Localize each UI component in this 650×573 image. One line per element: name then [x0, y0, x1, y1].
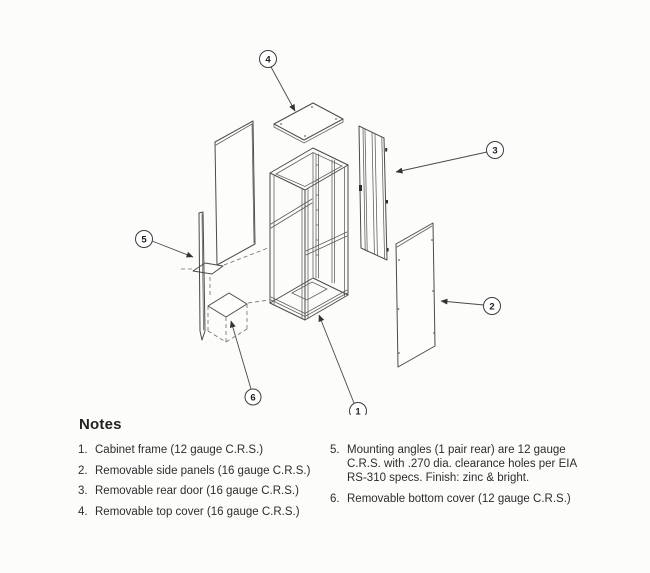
note-item-1: [78, 443, 330, 457]
note-number: 5.: [330, 444, 340, 456]
callout-4: [260, 51, 296, 112]
side-panel-left: [215, 121, 255, 265]
notes-heading: Notes: [79, 416, 122, 433]
note-text: Removable rear door (16 gauge C.R.S.): [95, 485, 299, 497]
bottom-cover: [208, 293, 269, 342]
note-number: 2.: [78, 464, 88, 477]
cabinet-frame: [270, 148, 348, 320]
callout-1: [319, 315, 367, 415]
callout-6: [231, 321, 261, 405]
balloon-1-number: 1: [355, 406, 361, 415]
note-item-4: [78, 505, 330, 519]
note-text: Removable side panels (16 gauge C.R.S.): [95, 464, 311, 477]
notes-section: [78, 416, 590, 525]
note-item-5: [330, 443, 578, 485]
callout-5: [136, 231, 194, 258]
balloon-3-number: 3: [492, 145, 498, 157]
door-latch: [359, 185, 362, 191]
notes-column-left: [78, 443, 330, 525]
note-text: Mounting angles (1 pair rear) are 12 gauge C.R.S. with .270 dia. clearance holes per EIA RS-310 specs. Finish: zinc & bright.: [347, 444, 577, 484]
callout-3: [396, 142, 504, 173]
note-text: Removable top cover (16 gauge C.R.S.): [95, 505, 300, 518]
callout-2: [441, 298, 501, 315]
note-number: 1.: [78, 444, 88, 456]
note-number: 6.: [330, 492, 340, 505]
note-item-3: [78, 484, 330, 498]
side-panel-right: [396, 223, 435, 367]
rear-door: [359, 126, 389, 260]
balloon-2-number: 2: [489, 301, 495, 313]
balloon-5-number: 5: [141, 234, 147, 246]
note-item-2: [78, 464, 330, 478]
balloon-4-number: 4: [265, 54, 271, 66]
note-text: Cabinet frame (12 gauge C.R.S.): [95, 444, 264, 456]
notes-column-right: [330, 443, 578, 525]
note-text: Removable bottom cover (12 gauge C.R.S.): [347, 492, 571, 505]
balloon-6-number: 6: [250, 392, 256, 404]
top-cover: [274, 103, 343, 143]
note-number: 3.: [78, 485, 88, 497]
note-number: 4.: [78, 505, 88, 518]
note-item-6: [330, 492, 578, 506]
